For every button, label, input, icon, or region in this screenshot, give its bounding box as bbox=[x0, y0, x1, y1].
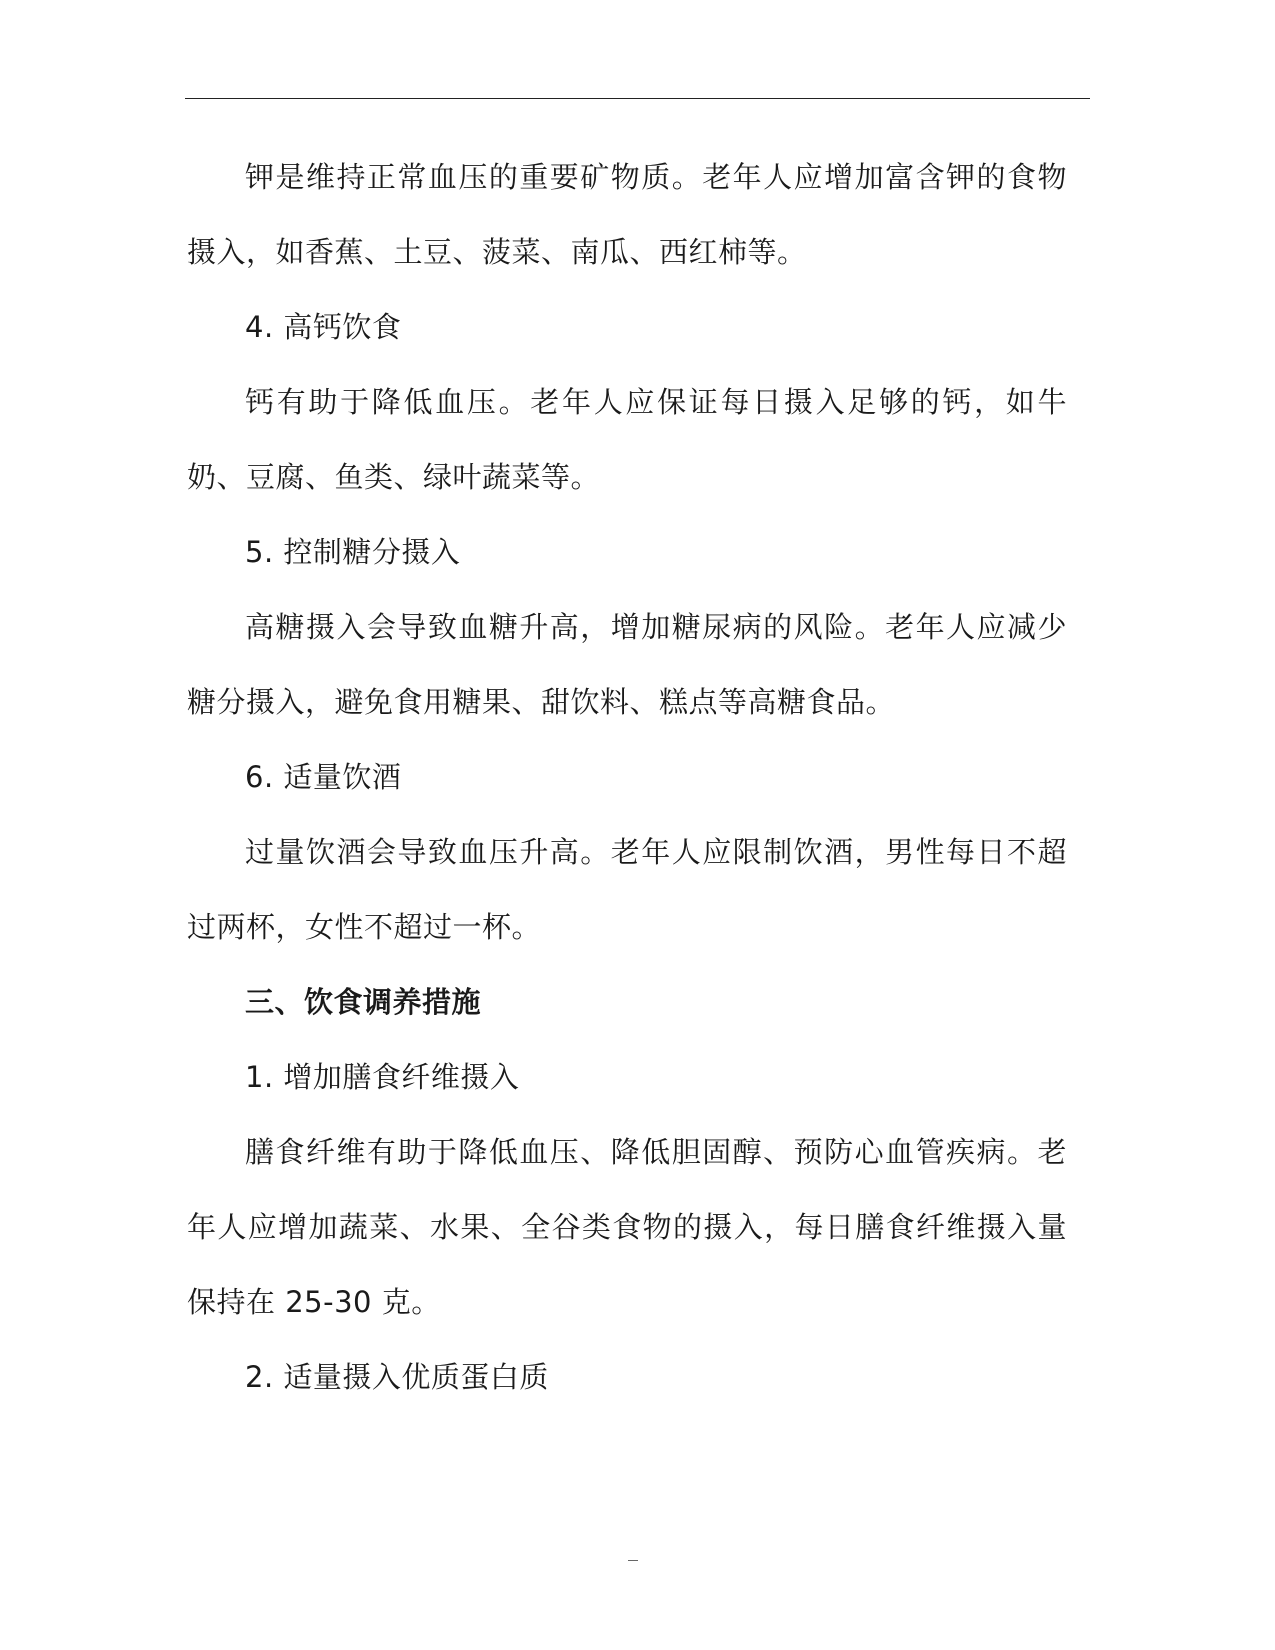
paragraph-drinking: 过量饮酒会导致血压升高。老年人应限制饮酒，男性每日不超过两杯，女性不超过一杯。 bbox=[187, 835, 1067, 944]
section-heading-diet-measures: 三、饮食调养措施 bbox=[245, 985, 482, 1019]
footer-mark bbox=[628, 1560, 638, 1561]
paragraph-potassium: 钾是维持正常血压的重要矿物质。老年人应增加富含钾的食物摄入，如香蕉、土豆、菠菜、南瓜、西红柿等。 bbox=[187, 160, 1067, 269]
document-body bbox=[187, 140, 1067, 1415]
header-rule bbox=[185, 98, 1090, 99]
item-control-sugar: 5. 控制糖分摄入 bbox=[245, 535, 461, 569]
item-high-calcium-diet: 4. 高钙饮食 bbox=[245, 310, 402, 344]
item-moderate-drinking: 6. 适量饮酒 bbox=[245, 760, 402, 794]
paragraph-calcium: 钙有助于降低血压。老年人应保证每日摄入足够的钙，如牛奶、豆腐、鱼类、绿叶蔬菜等。 bbox=[187, 385, 1067, 494]
item-quality-protein: 2. 适量摄入优质蛋白质 bbox=[245, 1360, 549, 1394]
item-dietary-fiber: 1. 增加膳食纤维摄入 bbox=[245, 1060, 520, 1094]
paragraph-sugar: 高糖摄入会导致血糖升高，增加糖尿病的风险。老年人应减少糖分摄入，避免食用糖果、甜饮料、糕点等高糖食品。 bbox=[187, 610, 1067, 719]
paragraph-fiber: 膳食纤维有助于降低血压、降低胆固醇、预防心血管疾病。老年人应增加蔬菜、水果、全谷类食物的摄入，每日膳食纤维摄入量保持在 25-30 克。 bbox=[187, 1135, 1067, 1319]
